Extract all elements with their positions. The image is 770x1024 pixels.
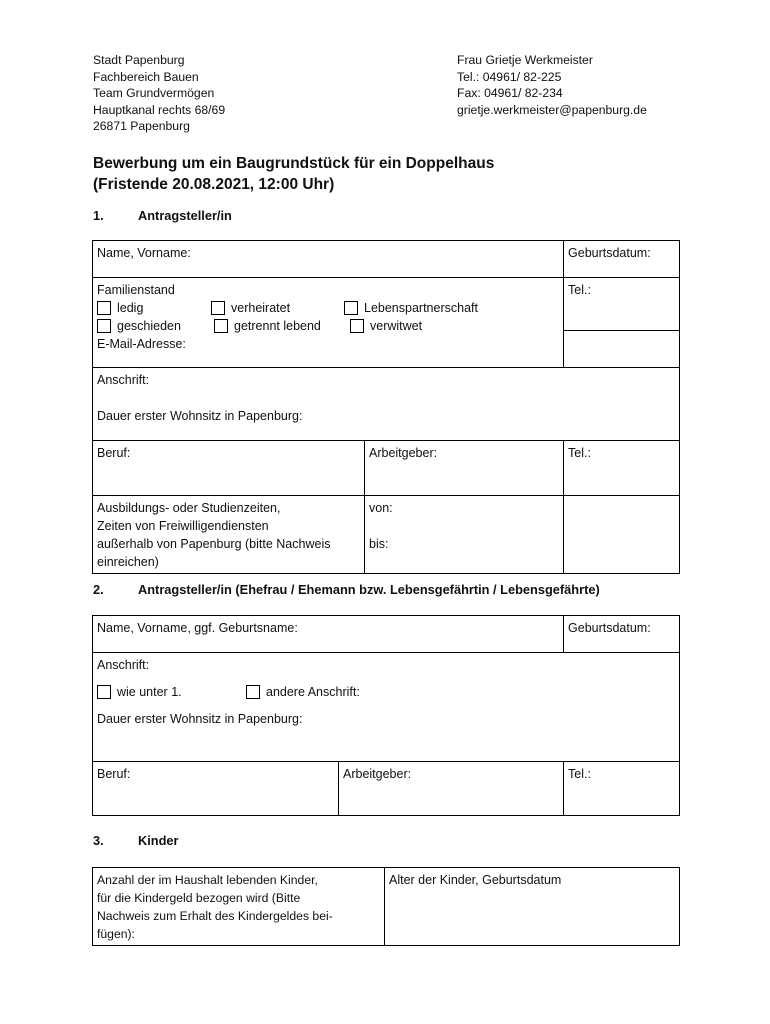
section-title: Kinder xyxy=(138,833,179,848)
children-count-line: Nachweis zum Erhalt des Kindergeldes bei- xyxy=(97,909,333,923)
title-line-1: Bewerbung um ein Baugrundstück für ein Doppelhaus xyxy=(93,155,495,172)
option-label: wie unter 1. xyxy=(117,685,182,699)
sender-line: Fachbereich Bauen xyxy=(93,69,199,84)
sender-line: Stadt Papenburg xyxy=(93,53,185,67)
birthdate-label: Geburtsdatum: xyxy=(568,246,651,260)
option-label: verwitwet xyxy=(370,319,423,333)
partner-employer-label: Arbeitgeber: xyxy=(343,767,412,781)
family-options-row-2 xyxy=(97,317,559,335)
section-title: Antragsteller/in xyxy=(138,208,232,223)
checkbox-same-address[interactable] xyxy=(97,685,111,699)
job-phone-field[interactable] xyxy=(564,441,680,496)
sender-line: Hauptkanal rechts 68/69 xyxy=(93,102,226,117)
family-options-row-1 xyxy=(97,299,559,317)
training-line: einreichen) xyxy=(97,555,159,569)
section-number: 3. xyxy=(93,833,104,848)
option-label: ledig xyxy=(117,301,144,315)
children-count-line: Anzahl der im Haushalt lebenden Kinder, xyxy=(97,873,318,887)
partner-address-label: Anschrift: xyxy=(97,658,150,672)
applicant-2-table xyxy=(92,615,680,816)
option-label: andere Anschrift: xyxy=(266,685,360,699)
sender-address xyxy=(93,52,225,135)
applicant-1-table xyxy=(92,240,680,574)
contact-email: grietje.werkmeister@papenburg.de xyxy=(457,102,647,117)
name-field[interactable] xyxy=(93,241,564,278)
children-count-field[interactable] xyxy=(93,868,385,946)
section-number: 1. xyxy=(93,208,104,223)
checkbox-geschieden[interactable] xyxy=(97,319,111,333)
employer-field[interactable] xyxy=(365,441,564,496)
contact-line: Frau Grietje Werkmeister xyxy=(457,53,593,67)
partner-job-field[interactable] xyxy=(93,762,339,816)
partner-job-label: Beruf: xyxy=(97,767,131,781)
partner-name-label: Name, Vorname, ggf. Geburtsname: xyxy=(97,621,298,635)
training-cell xyxy=(93,496,365,574)
address-options-row xyxy=(97,683,675,701)
option-label: Lebenspartnerschaft xyxy=(364,301,478,315)
partner-employer-field[interactable] xyxy=(339,762,564,816)
phone-field[interactable] xyxy=(564,278,680,331)
address-label: Anschrift: xyxy=(97,373,150,387)
section-title: Antragsteller/in (Ehefrau / Ehemann bzw. Lebensgefährtin / Lebensgefährte) xyxy=(138,582,600,597)
training-line: Zeiten von Freiwilligendiensten xyxy=(97,519,269,533)
checkbox-getrennt-lebend[interactable] xyxy=(214,319,228,333)
partner-birthdate-field[interactable] xyxy=(564,616,680,653)
family-status-cell xyxy=(93,278,564,368)
option-label: verheiratet xyxy=(231,301,291,315)
contact-line: Tel.: 04961/ 82-225 xyxy=(457,69,562,84)
sender-line: 26871 Papenburg xyxy=(93,119,190,133)
sender-line: Team Grundvermögen xyxy=(93,86,215,100)
address-field[interactable] xyxy=(93,368,680,441)
checkbox-lebenspartnerschaft[interactable] xyxy=(344,301,358,315)
from-label: von: xyxy=(369,501,393,515)
training-period-field[interactable] xyxy=(365,496,564,574)
partner-address-field[interactable] xyxy=(93,653,680,762)
partner-phone-label: Tel.: xyxy=(568,767,591,781)
job-phone-label: Tel.: xyxy=(568,446,591,460)
children-count-line: fügen): xyxy=(97,927,135,941)
children-count-line: für die Kindergeld bezogen wird (Bitte xyxy=(97,891,301,905)
partner-phone-field[interactable] xyxy=(564,762,680,816)
phone-label: Tel.: xyxy=(568,283,591,297)
section-2-heading xyxy=(93,582,600,597)
contact-line: Fax: 04961/ 82-234 xyxy=(457,86,563,100)
children-age-field[interactable] xyxy=(385,868,680,946)
email-extra-field[interactable] xyxy=(564,331,680,368)
children-table xyxy=(92,867,680,946)
job-field[interactable] xyxy=(93,441,365,496)
residence-label: Dauer erster Wohnsitz in Papenburg: xyxy=(97,409,303,423)
partner-birthdate-label: Geburtsdatum: xyxy=(568,621,651,635)
document-title xyxy=(93,153,494,195)
section-3-heading xyxy=(93,833,179,848)
partner-name-field[interactable] xyxy=(93,616,564,653)
job-label: Beruf: xyxy=(97,446,131,460)
to-label: bis: xyxy=(369,537,389,551)
children-age-label: Alter der Kinder, Geburtsdatum xyxy=(389,873,562,887)
partner-residence-label: Dauer erster Wohnsitz in Papenburg: xyxy=(97,712,303,726)
training-line: Ausbildungs- oder Studienzeiten, xyxy=(97,501,281,515)
section-1-heading xyxy=(93,208,232,223)
employer-label: Arbeitgeber: xyxy=(369,446,438,460)
checkbox-other-address[interactable] xyxy=(246,685,260,699)
training-line: außerhalb von Papenburg (bitte Nachweis xyxy=(97,537,331,551)
training-extra-field[interactable] xyxy=(564,496,680,574)
family-status-label: Familienstand xyxy=(97,283,175,297)
title-line-2: (Fristende 20.08.2021, 12:00 Uhr) xyxy=(93,176,335,193)
checkbox-verheiratet[interactable] xyxy=(211,301,225,315)
contact-person xyxy=(457,52,647,118)
birthdate-field[interactable] xyxy=(564,241,680,278)
option-label: getrennt lebend xyxy=(234,319,321,333)
checkbox-ledig[interactable] xyxy=(97,301,111,315)
email-label[interactable]: E-Mail-Adresse: xyxy=(97,337,186,351)
name-label: Name, Vorname: xyxy=(97,246,191,260)
option-label: geschieden xyxy=(117,319,181,333)
checkbox-verwitwet[interactable] xyxy=(350,319,364,333)
section-number: 2. xyxy=(93,582,104,597)
